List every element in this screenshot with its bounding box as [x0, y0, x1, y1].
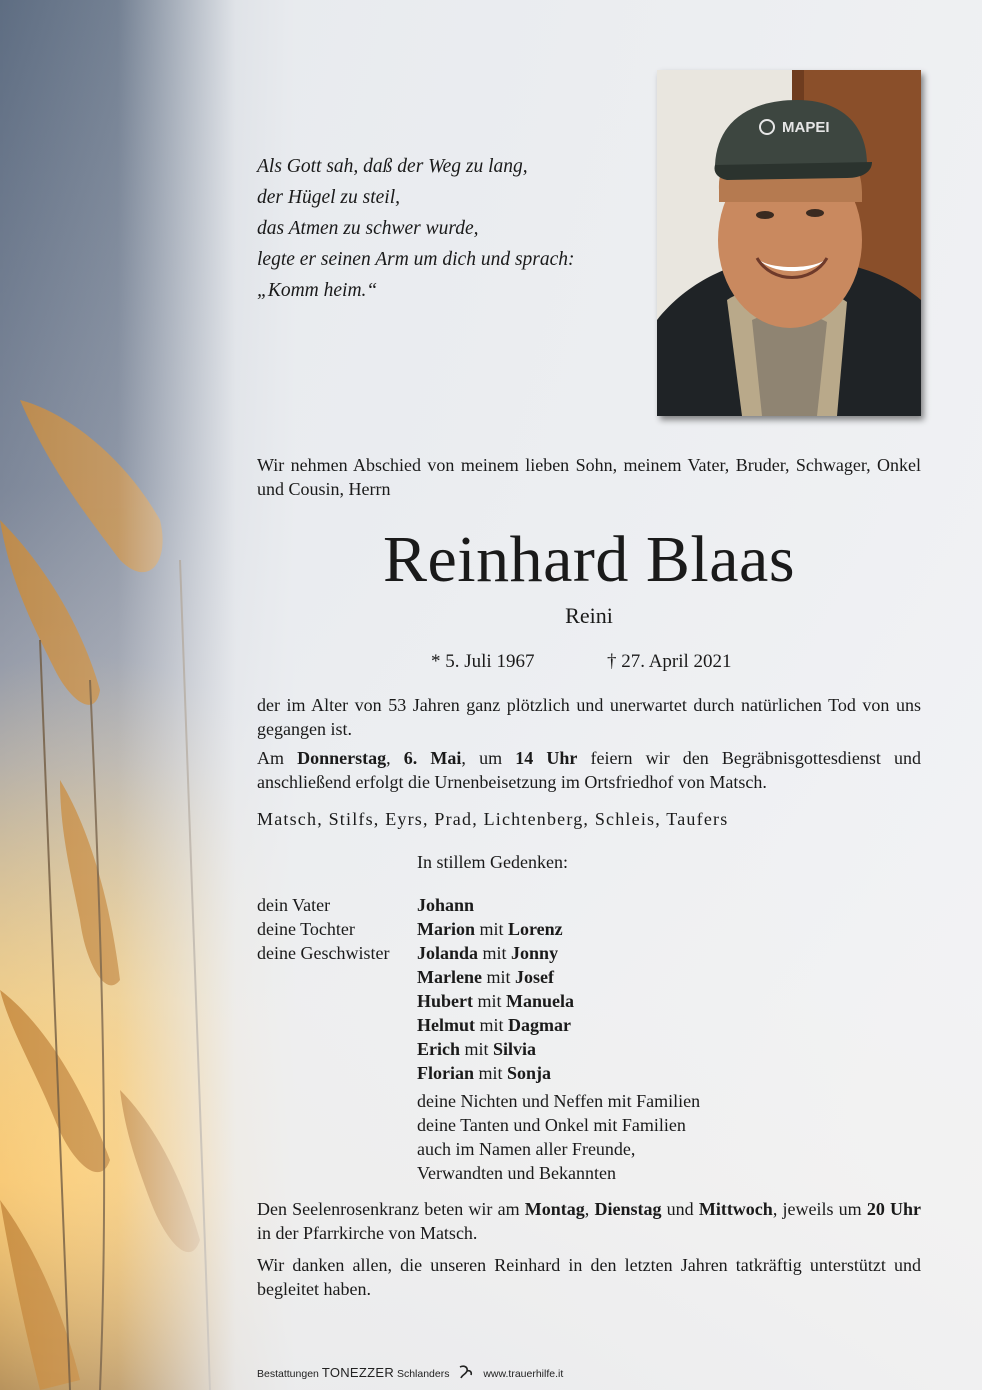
- funeral-text-part: ,: [386, 748, 404, 768]
- footer: [257, 1365, 587, 1383]
- portrait-photo: [657, 70, 921, 416]
- rosary-text-part: ,: [584, 1199, 595, 1219]
- family-name: Jolanda: [417, 943, 479, 963]
- family-name: Silvia: [493, 1039, 537, 1059]
- family-names: [417, 893, 474, 917]
- deceased-name: Reinhard Blaas: [382, 523, 796, 596]
- family-name: Sonja: [507, 1063, 552, 1083]
- family-names: [417, 989, 574, 1013]
- funeral-day: Donnerstag: [297, 748, 387, 768]
- poem-line: Als Gott sah, daß der Weg zu lang,: [257, 156, 528, 177]
- connector-word: mit: [477, 991, 502, 1011]
- rosary-text-part: Den Seelenrosenkranz beten wir am: [257, 1199, 525, 1219]
- rosary-time: 20 Uhr: [866, 1199, 922, 1219]
- relation-label: dein Vater: [257, 895, 331, 915]
- funeral-text-part: Am: [257, 748, 298, 768]
- family-name: Johann: [417, 895, 475, 915]
- rosary-text-part: , jeweils um: [772, 1199, 867, 1219]
- family-names: [417, 965, 554, 989]
- rosary-text-part: und: [661, 1199, 699, 1219]
- connector-word: mit: [486, 967, 511, 987]
- portrait-illustration: [657, 70, 921, 416]
- life-dates: [431, 649, 732, 675]
- footer-url: www.trauerhilfe.it: [483, 1367, 564, 1380]
- death-date: † 27. April 2021: [607, 651, 732, 672]
- relation-label: deine Geschwister: [257, 943, 390, 963]
- footer-brand: TONEZZER: [321, 1364, 395, 1380]
- footer-town: Schlanders: [396, 1367, 450, 1380]
- connector-word: mit: [478, 1063, 503, 1083]
- rosary-day: Mittwoch: [698, 1199, 773, 1219]
- thanks-text: Wir danken allen, die unseren Reinhard in den letzten Jahren tatkräftig unterstützt und begleitet haben.: [257, 1255, 921, 1299]
- poem-line: das Atmen zu schwer wurde,: [257, 218, 479, 239]
- passing-text: der im Alter von 53 Jahren ganz plötzlich und unerwartet durch natürlichen Tod von uns gegangen ist.: [257, 695, 921, 739]
- family-names: [417, 917, 563, 941]
- family-other: auch im Namen aller Freunde,: [417, 1139, 636, 1159]
- deceased-nickname: Reini: [565, 603, 613, 628]
- funeral-text-part: feiern wir den Begräbnisgottesdienst und anschließend erfolgt die Urnenbeisetzung im Ortsfriedhof von Matsch.: [257, 748, 921, 792]
- relation-label: deine Tochter: [257, 919, 355, 939]
- family-name: Dagmar: [508, 1015, 571, 1035]
- family-name: Helmut: [417, 1015, 475, 1035]
- rosary-day: Dienstag: [594, 1199, 662, 1219]
- poem-line: „Komm heim.“: [257, 280, 378, 301]
- family-name: Marion: [417, 919, 475, 939]
- funeral-time: 14 Uhr: [515, 748, 578, 768]
- cap-logo-text: MAPEI: [782, 119, 830, 136]
- connector-word: mit: [479, 919, 504, 939]
- family-name: Jonny: [511, 943, 559, 963]
- rosary-text: [257, 1197, 921, 1245]
- family-name: Marlene: [417, 967, 482, 987]
- rosary-day: Montag: [524, 1199, 585, 1219]
- family-other: deine Nichten und Neffen mit Familien: [417, 1091, 701, 1111]
- family-names: [417, 1037, 536, 1061]
- connector-word: mit: [479, 1015, 504, 1035]
- rosary-text-part: in der Pfarrkirche von Matsch.: [257, 1223, 478, 1243]
- family-names: [417, 1013, 571, 1037]
- connector-word: mit: [464, 1039, 489, 1059]
- family-names: [417, 941, 558, 965]
- poem-line: legte er seinen Arm um dich und sprach:: [257, 249, 575, 270]
- family-other: deine Tanten und Onkel mit Familien: [417, 1115, 686, 1135]
- family-name: Erich: [417, 1039, 460, 1059]
- connector-word: mit: [482, 943, 507, 963]
- poem: [257, 151, 575, 306]
- family-name: Florian: [417, 1063, 474, 1083]
- footer-prefix: Bestattungen: [257, 1367, 319, 1380]
- family-name: Josef: [514, 967, 554, 987]
- funeral-logo-icon: [458, 1365, 474, 1383]
- places-list: Matsch, Stilfs, Eyrs, Prad, Lichtenberg, Schleis, Taufers: [257, 809, 729, 829]
- funeral-text-part: , um: [461, 748, 516, 768]
- funeral-date: 6. Mai: [403, 748, 462, 768]
- family-name: Lorenz: [508, 919, 563, 939]
- memorial-heading: In stillem Gedenken:: [417, 852, 568, 872]
- family-name: Manuela: [506, 991, 575, 1011]
- family-other: Verwandten und Bekannten: [417, 1163, 616, 1183]
- funeral-text: [257, 746, 921, 794]
- poem-line: der Hügel zu steil,: [257, 187, 400, 208]
- family-names: [417, 1061, 551, 1085]
- family-name: Hubert: [417, 991, 473, 1011]
- birth-date: * 5. Juli 1967: [431, 651, 535, 672]
- intro-text: Wir nehmen Abschied von meinem lieben Sohn, meinem Vater, Bruder, Schwager, Onkel und Cousin, Herrn: [257, 455, 921, 499]
